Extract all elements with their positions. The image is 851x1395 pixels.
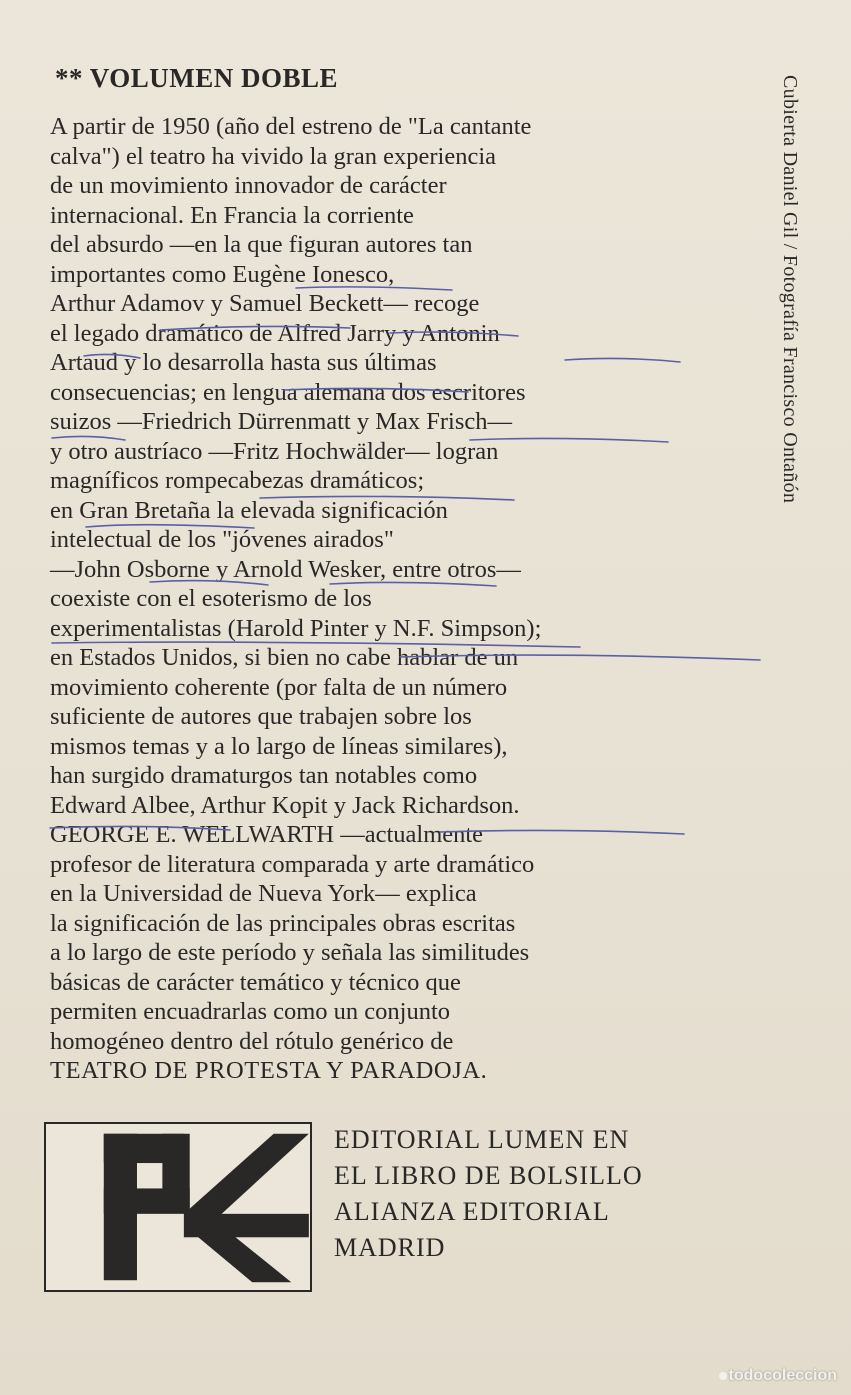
blurb-text <box>50 112 740 1086</box>
blurb-line: TEATRO DE PROTESTA Y PARADOJA. <box>50 1057 488 1084</box>
blurb-line: básicas de carácter temático y técnico que <box>50 968 461 996</box>
blurb-line: mismos temas y a lo largo de líneas similares), <box>50 732 508 760</box>
blurb-line: GEORGE E. WELLWARTH —actualmente <box>50 821 484 848</box>
blurb-line: permiten encuadrarlas como un conjunto <box>50 998 451 1025</box>
blurb-line: movimiento coherente (por falta de un número <box>50 673 508 701</box>
volume-heading: ** VOLUMEN DOBLE <box>55 63 338 93</box>
blurb-line: a lo largo de este período y señala las similitudes <box>50 939 530 966</box>
blurb-line: el legado dramático de Alfred Jarry y Antonin <box>50 319 500 347</box>
blurb-line: homogéneo dentro del rótulo genérico de <box>50 1027 454 1055</box>
publisher-info <box>334 1122 643 1266</box>
blurb-line: intelectual de los "jóvenes airados" <box>50 526 394 553</box>
publisher-line: EDITORIAL LUMEN EN <box>334 1125 630 1154</box>
blurb-line: profesor de literatura comparada y arte dramático <box>50 850 535 878</box>
watermark-dot-icon <box>719 1372 727 1380</box>
blurb-line: —John Osborne y Arnold Wesker, entre otros— <box>50 555 521 583</box>
blurb-line: en la Universidad de Nueva York— explica <box>50 880 477 907</box>
blurb-line: del absurdo —en la que figuran autores tan <box>50 231 473 258</box>
watermark <box>719 1367 837 1385</box>
watermark-text: todocoleccion <box>728 1367 837 1384</box>
logo-mark <box>46 1124 310 1290</box>
blurb-line: coexiste con el esoterismo de los <box>50 585 372 612</box>
blurb-line: Artaud y lo desarrolla hasta sus últimas <box>50 349 437 376</box>
blurb-line: magníficos rompecabezas dramáticos; <box>50 467 425 494</box>
cover-credit: Cubierta Daniel Gil / Fotografía Francisco Ontañón <box>779 75 801 504</box>
blurb-line: Arthur Adamov y Samuel Beckett— recoge <box>50 290 480 317</box>
blurb-line: en Gran Bretaña la elevada significación <box>50 496 448 524</box>
blurb-line: han surgido dramaturgos tan notables como <box>50 762 478 789</box>
blurb-line: consecuencias; en lengua alemana dos escritores <box>50 378 526 406</box>
blurb-line: internacional. En Francia la corriente <box>50 201 414 229</box>
blurb-line: A partir de 1950 (año del estreno de "La cantante <box>50 113 532 140</box>
publisher-line: EL LIBRO DE BOLSILLO <box>334 1161 643 1190</box>
blurb-line: importantes como Eugène Ionesco, <box>50 260 395 288</box>
blurb-line: de un movimiento innovador de carácter <box>50 172 447 199</box>
blurb-line: suizos —Friedrich Dürrenmatt y Max Frisch— <box>50 408 513 435</box>
publisher-line: ALIANZA EDITORIAL <box>334 1197 610 1226</box>
blurb-line: calva") el teatro ha vivido la gran experiencia <box>50 142 497 170</box>
publisher-line: MADRID <box>334 1233 446 1262</box>
publisher-logo-icon <box>44 1122 312 1292</box>
blurb-line: y otro austríaco —Fritz Hochwälder— logran <box>50 437 499 465</box>
blurb-line: en Estados Unidos, si bien no cabe hablar de un <box>50 644 519 671</box>
blurb-line: suficiente de autores que trabajen sobre los <box>50 703 472 730</box>
blurb-line: experimentalistas (Harold Pinter y N.F. Simpson); <box>50 614 542 642</box>
blurb-line: Edward Albee, Arthur Kopit y Jack Richardson. <box>50 791 520 819</box>
blurb-line: la significación de las principales obras escritas <box>50 909 516 937</box>
